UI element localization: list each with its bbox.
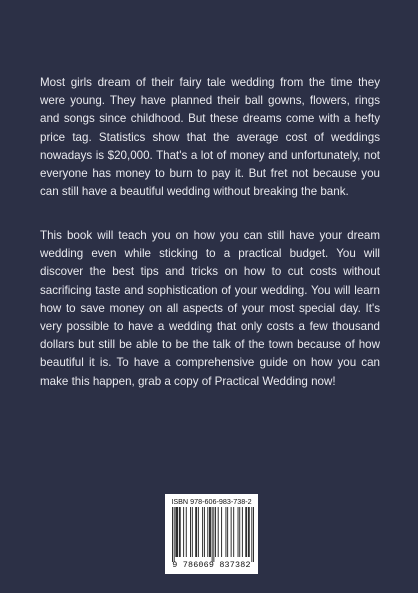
barcode-bar xyxy=(249,507,250,557)
blurb-paragraph-2: This book will teach you on how you can still have your dream wedding even while sticking to a practical budget. You will discover the best tips and tricks on how to cut costs without sacrificing taste and sophistication of your wedding. You will learn how to save money on all aspects of your most special day. It's very possible to have a wedding that only costs a few thousand dollars but still be able to be the talk of the town because of how beautiful it is. To have a comprehensive guide on how you can make this happen, grab a copy of Practical Wedding now! xyxy=(40,229,380,388)
barcode-bar xyxy=(251,507,252,562)
isbn-barcode xyxy=(165,494,258,574)
barcode-bar xyxy=(207,507,208,557)
barcode-bar xyxy=(174,507,175,562)
barcode-bar xyxy=(231,507,232,557)
barcode-bar xyxy=(215,507,216,557)
barcode-bar xyxy=(233,507,234,557)
barcode-bar xyxy=(221,507,222,557)
barcode-bar xyxy=(183,507,184,557)
blurb-paragraph-1: Most girls dream of their fairy tale wedding from the time they were young. They have planned their ball gowns, flowers, rings and songs since childhood. But these dreams come with a hefty price tag. Statistics show that the average cost of weddings nowadays is $20,000. That's a lot of money and unfortunately, not everyone has money to burn to pay it. But fret not because you can still have a beautiful wedding without breaking the bank. xyxy=(40,76,380,199)
barcode-bar xyxy=(190,507,191,557)
barcode-bar xyxy=(209,507,210,557)
barcode-bar xyxy=(239,507,240,557)
barcode-digits: 9 786069 837382 xyxy=(172,560,251,570)
barcode-bar xyxy=(242,507,243,557)
barcode-bar xyxy=(195,507,196,557)
barcode-bar xyxy=(226,507,227,557)
barcode-bar xyxy=(218,507,219,557)
barcode-bar xyxy=(202,507,203,557)
barcode-bar xyxy=(172,507,173,562)
barcode-bar xyxy=(192,507,193,557)
barcode-bar xyxy=(210,507,211,557)
barcode-bar xyxy=(245,507,246,557)
barcode-bar xyxy=(227,507,228,557)
barcode-bars xyxy=(172,507,254,562)
barcode-bar xyxy=(248,507,249,557)
barcode-bar xyxy=(253,507,254,562)
barcode-bar xyxy=(196,507,197,557)
barcode-bar xyxy=(246,507,247,557)
barcode-bar xyxy=(179,507,180,557)
barcode-bar xyxy=(204,507,205,557)
barcode-bar xyxy=(212,507,213,562)
barcode-bar xyxy=(177,507,178,557)
barcode-bar xyxy=(175,507,176,557)
barcode-bar xyxy=(238,507,239,557)
barcode-bar xyxy=(198,507,199,557)
barcode-bar xyxy=(180,507,181,557)
barcode-bar xyxy=(186,507,187,557)
barcode-bar xyxy=(213,507,214,562)
isbn-label: ISBN 978-606-983-738-2 xyxy=(171,497,252,506)
barcode-bar xyxy=(176,507,177,557)
